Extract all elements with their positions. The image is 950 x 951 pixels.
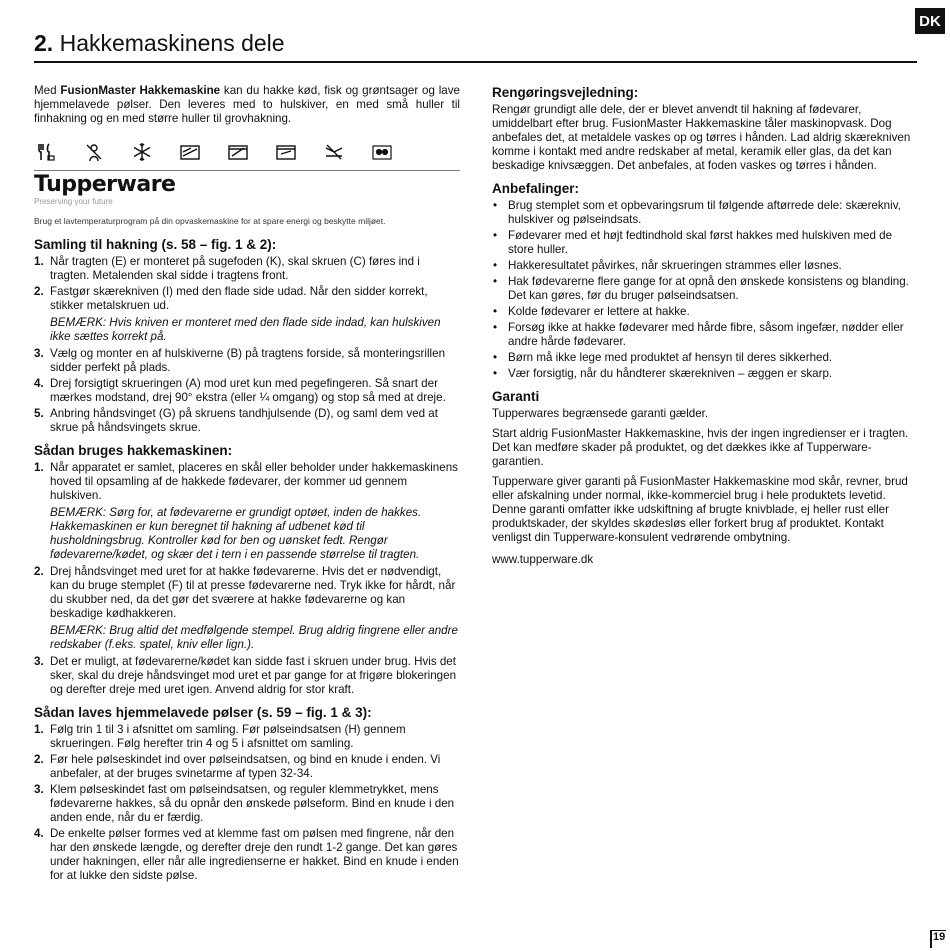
- sausage-heading: Sådan laves hjemmelavede pølser (s. 59 – fig. 1 & 3):: [34, 705, 372, 720]
- assembly-step: [34, 285, 460, 344]
- step-text: De enkelte pølser formes ved at klemme fast om pølsen med fingrene, når den har den ønskede længde, og derefter dreje den rundt 1-2 gange. Det kan gøres under hakningen, eller når alle ingredienserne er hakket. Bind en knude i enden for at lukke den sidste pølse.: [50, 827, 459, 882]
- section-title: Hakkemaskinens dele: [59, 30, 285, 56]
- step-number: 1.: [34, 461, 44, 474]
- website-link[interactable]: www.tupperware.dk: [492, 553, 594, 566]
- title-divider: [34, 61, 917, 63]
- usage-step: [34, 655, 460, 697]
- page-number: 19: [933, 931, 946, 943]
- warranty-paragraph: Start aldrig FusionMaster Hakkemaskine, hvis der ingen ingredienser er i tragten. Det kan medføre skader på produktet, og det dækkes ikke af Tupperware-garantien.: [492, 427, 909, 468]
- page-title: [34, 30, 285, 57]
- step-text: Fastgør skærekniven (I) med den flade side udad. Når den sidder korrekt, stikker metalskruen ud.: [50, 285, 428, 312]
- step-text: Klem pølseskindet fast om pølseindsatsen, og reguler klemmetrykket, mens fødevarerne hakkes, så du opnår den ønskede pølseform. Bind en knude i den anden ende, når du er færdig.: [50, 783, 455, 824]
- step-text: Følg trin 1 til 3 i afsnittet om samling. Før pølseindsatsen (H) gennem skrueringen. Følg herefter trin 4 og 5 i afsnittet om samling.: [50, 723, 406, 750]
- step-number: 3.: [34, 783, 44, 796]
- no-baby-icon: [84, 142, 104, 162]
- sausage-step: [34, 783, 460, 825]
- step-number: 2.: [34, 565, 44, 578]
- section-number: 2.: [34, 30, 54, 56]
- step-text: Når apparatet er samlet, placeres en skål eller beholder under hakkemaskinens hoved til opsamling af de hakkede fødevarer, der kommer ud gennem hulskiven.: [50, 461, 458, 502]
- cleaning-heading: Rengøringsvejledning:: [492, 85, 639, 100]
- assembly-step: [34, 377, 460, 405]
- step-number: 1.: [34, 255, 44, 268]
- list-item: • Fødevarer med et højt fedtindhold skal først hakkes med hulskiven med de store huller.: [492, 229, 918, 257]
- usage-steps: [34, 461, 460, 697]
- assembly-steps: [34, 255, 460, 435]
- dishwasher-icon: [180, 142, 200, 162]
- step-text: Vælg og monter en af hulskiverne (B) på tragtens forside, så monteringsrillen sidder perfekt på plads.: [50, 347, 446, 374]
- list-item: • Vær forsigtig, når du håndterer skærekniven – æggen er skarp.: [492, 367, 918, 381]
- intro-prefix: Med: [34, 84, 61, 97]
- icons-divider: [34, 170, 460, 171]
- dishwasher-rack-icon: [228, 142, 248, 162]
- sausage-step: [34, 753, 460, 781]
- care-icons-row: [34, 138, 460, 166]
- tupperware-logo: Tupperware: [34, 172, 176, 197]
- step-note: BEMÆRK: Hvis kniven er monteret med den flade side indad, kan hulskiven ikke sættes korrekt på.: [50, 316, 441, 343]
- snowflake-icon: [132, 142, 152, 162]
- list-item: • Kolde fødevarer er lettere at hakke.: [492, 305, 918, 319]
- usage-step: [34, 461, 460, 562]
- step-number: 4.: [34, 377, 44, 390]
- step-text: Det er muligt, at fødevarerne/kødet kan sidde fast i skruen under brug. Hvis det sker, skal du dreje håndsvinget mod uret et par gange for at frigøre blokeringen og derefter dreje med uret igen. Anvend aldrig for stor kraft.: [50, 655, 457, 696]
- warranty-paragraph: Tupperware giver garanti på FusionMaster Hakkemaskine mod skår, revner, brud eller afskalning under normal, ikke-kommerciel brug i hele produktets levetid. Denne garanti omfatter ikke udskiftning af brugte knivblade, ej heller rust eller produktskader, der skyldes skødesløs eller forkert brug af produktet. Kontakt venligst din Tupperware-konsulent vedrørende ombytning.: [492, 475, 908, 544]
- step-text: Før hele pølseskindet ind over pølseindsatsen, og bind en knude i enden. Vi anbefaler, at der bruges svinetarme af typen 32-34.: [50, 753, 441, 780]
- sausage-step: [34, 827, 460, 883]
- step-number: 1.: [34, 723, 44, 736]
- list-item: • Hak fødevarerne flere gange for at opnå den ønskede konsistens og blanding. Det kan gøres, før du bruger pølseindsatsen.: [492, 275, 918, 303]
- assembly-step: [34, 407, 460, 435]
- list-item: • Hakkeresultatet påvirkes, når skrueringen strammes eller løsnes.: [492, 259, 918, 273]
- brand-tagline: Preserving your future: [34, 197, 113, 206]
- language-badge: DK: [915, 8, 945, 34]
- usage-step: [34, 565, 460, 652]
- step-note: BEMÆRK: Sørg for, at fødevarerne er grundigt optøet, inden de hakkes. Hakkemaskinen er kun beregnet til hakning af udbenet kød til husholdningsbrug. Kontroller kød for ben og uønsket fedt. Rengør fødevarerne/kødet, og skær det i tern i en passende størrelse til tragten.: [50, 506, 422, 561]
- warranty-heading: Garanti: [492, 389, 540, 404]
- cleaning-text: Rengør grundigt alle dele, der er blevet anvendt til hakning af fødevarer, umiddelbart efter brug. FusionMaster Hakkemaskine tåler maskinopvask. Dog anbefales det, at metaldele vaskes op og tørres i hånden. Lad aldrig skærekniven komme i kontakt med andre redskaber af metal, keramik eller glas, da det kan beskadige knivsæggen. Det anbefales, at foden vaskes og tørres i hånden.: [492, 103, 911, 172]
- intro-paragraph: [34, 84, 460, 126]
- assembly-heading: Samling til hakning (s. 58 – fig. 1 & 2):: [34, 237, 277, 252]
- assembly-step: [34, 347, 460, 375]
- step-note: BEMÆRK: Brug altid det medfølgende stempel. Brug aldrig fingrene eller andre redskaber (f.eks. spatel, kniv eller lign.).: [50, 624, 458, 651]
- step-text: Drej håndsvinget med uret for at hakke fødevarerne. Hvis det er nødvendigt, kan du bruge stemplet (F) til at presse fødevarerne ned. Tryk ikke for hårdt, når du skubber ned, da det gør det sværere at hakke fødevarerne og kan beskadige kødhakkeren.: [50, 565, 456, 620]
- right-column: [492, 84, 918, 573]
- list-item: • Børn må ikke lege med produktet af hensyn til deres sikkerhed.: [492, 351, 918, 365]
- list-item: • Brug stemplet som et opbevaringsrum til følgende aftørrede dele: skærekniv, hulskiver og pølseindsats.: [492, 199, 918, 227]
- sausage-step: [34, 723, 460, 751]
- usage-heading: Sådan bruges hakkemaskinen:: [34, 443, 233, 458]
- step-number: 3.: [34, 655, 44, 668]
- recommendations-list: [492, 199, 918, 381]
- step-number: 2.: [34, 753, 44, 766]
- no-oven-icon: [324, 142, 344, 162]
- list-item: • Forsøg ikke at hakke fødevarer med hårde fibre, såsom ingefær, nødder eller andre hårde fødevarer.: [492, 321, 918, 349]
- assembly-step: [34, 255, 460, 283]
- intro-product-name: FusionMaster Hakkemaskine: [60, 84, 221, 97]
- page-number-rule: [930, 930, 932, 948]
- oven-icon: [276, 142, 296, 162]
- eco-note: Brug et lavtemperaturprogram på din opvaskemaskine for at spare energi og beskytte miljøet.: [34, 216, 386, 226]
- step-number: 4.: [34, 827, 44, 840]
- recommendations-heading: Anbefalinger:: [492, 181, 580, 196]
- step-number: 5.: [34, 407, 44, 420]
- step-number: 2.: [34, 285, 44, 298]
- step-number: 3.: [34, 347, 44, 360]
- left-column: [34, 84, 460, 885]
- step-text: Anbring håndsvinget (G) på skruens tandhjulsende (D), og saml dem ved at skrue på håndsvingets skrue.: [50, 407, 438, 434]
- cutlery-icon: [36, 142, 56, 162]
- microwave-icon: [372, 142, 392, 162]
- sausage-steps: [34, 723, 460, 883]
- warranty-paragraph: Tupperwares begrænsede garanti gælder.: [492, 407, 709, 420]
- step-text: Når tragten (E) er monteret på sugefoden (K), skal skruen (C) føres ind i tragten. Metalenden skal sidde i tragtens front.: [50, 255, 420, 282]
- intro-text: kan du hakke kød, fisk og grøntsager og lave hjemmelavede pølser. Den leveres med to hulskiver, en med små huller til finhakning og en med større huller til grovhakning.: [34, 84, 460, 125]
- step-text: Drej forsigtigt skrueringen (A) mod uret kun med pegefingeren. Så snart der mærkes modstand, drej 90° ekstra (eller ¼ omgang) og stop så med at dreje.: [50, 377, 446, 404]
